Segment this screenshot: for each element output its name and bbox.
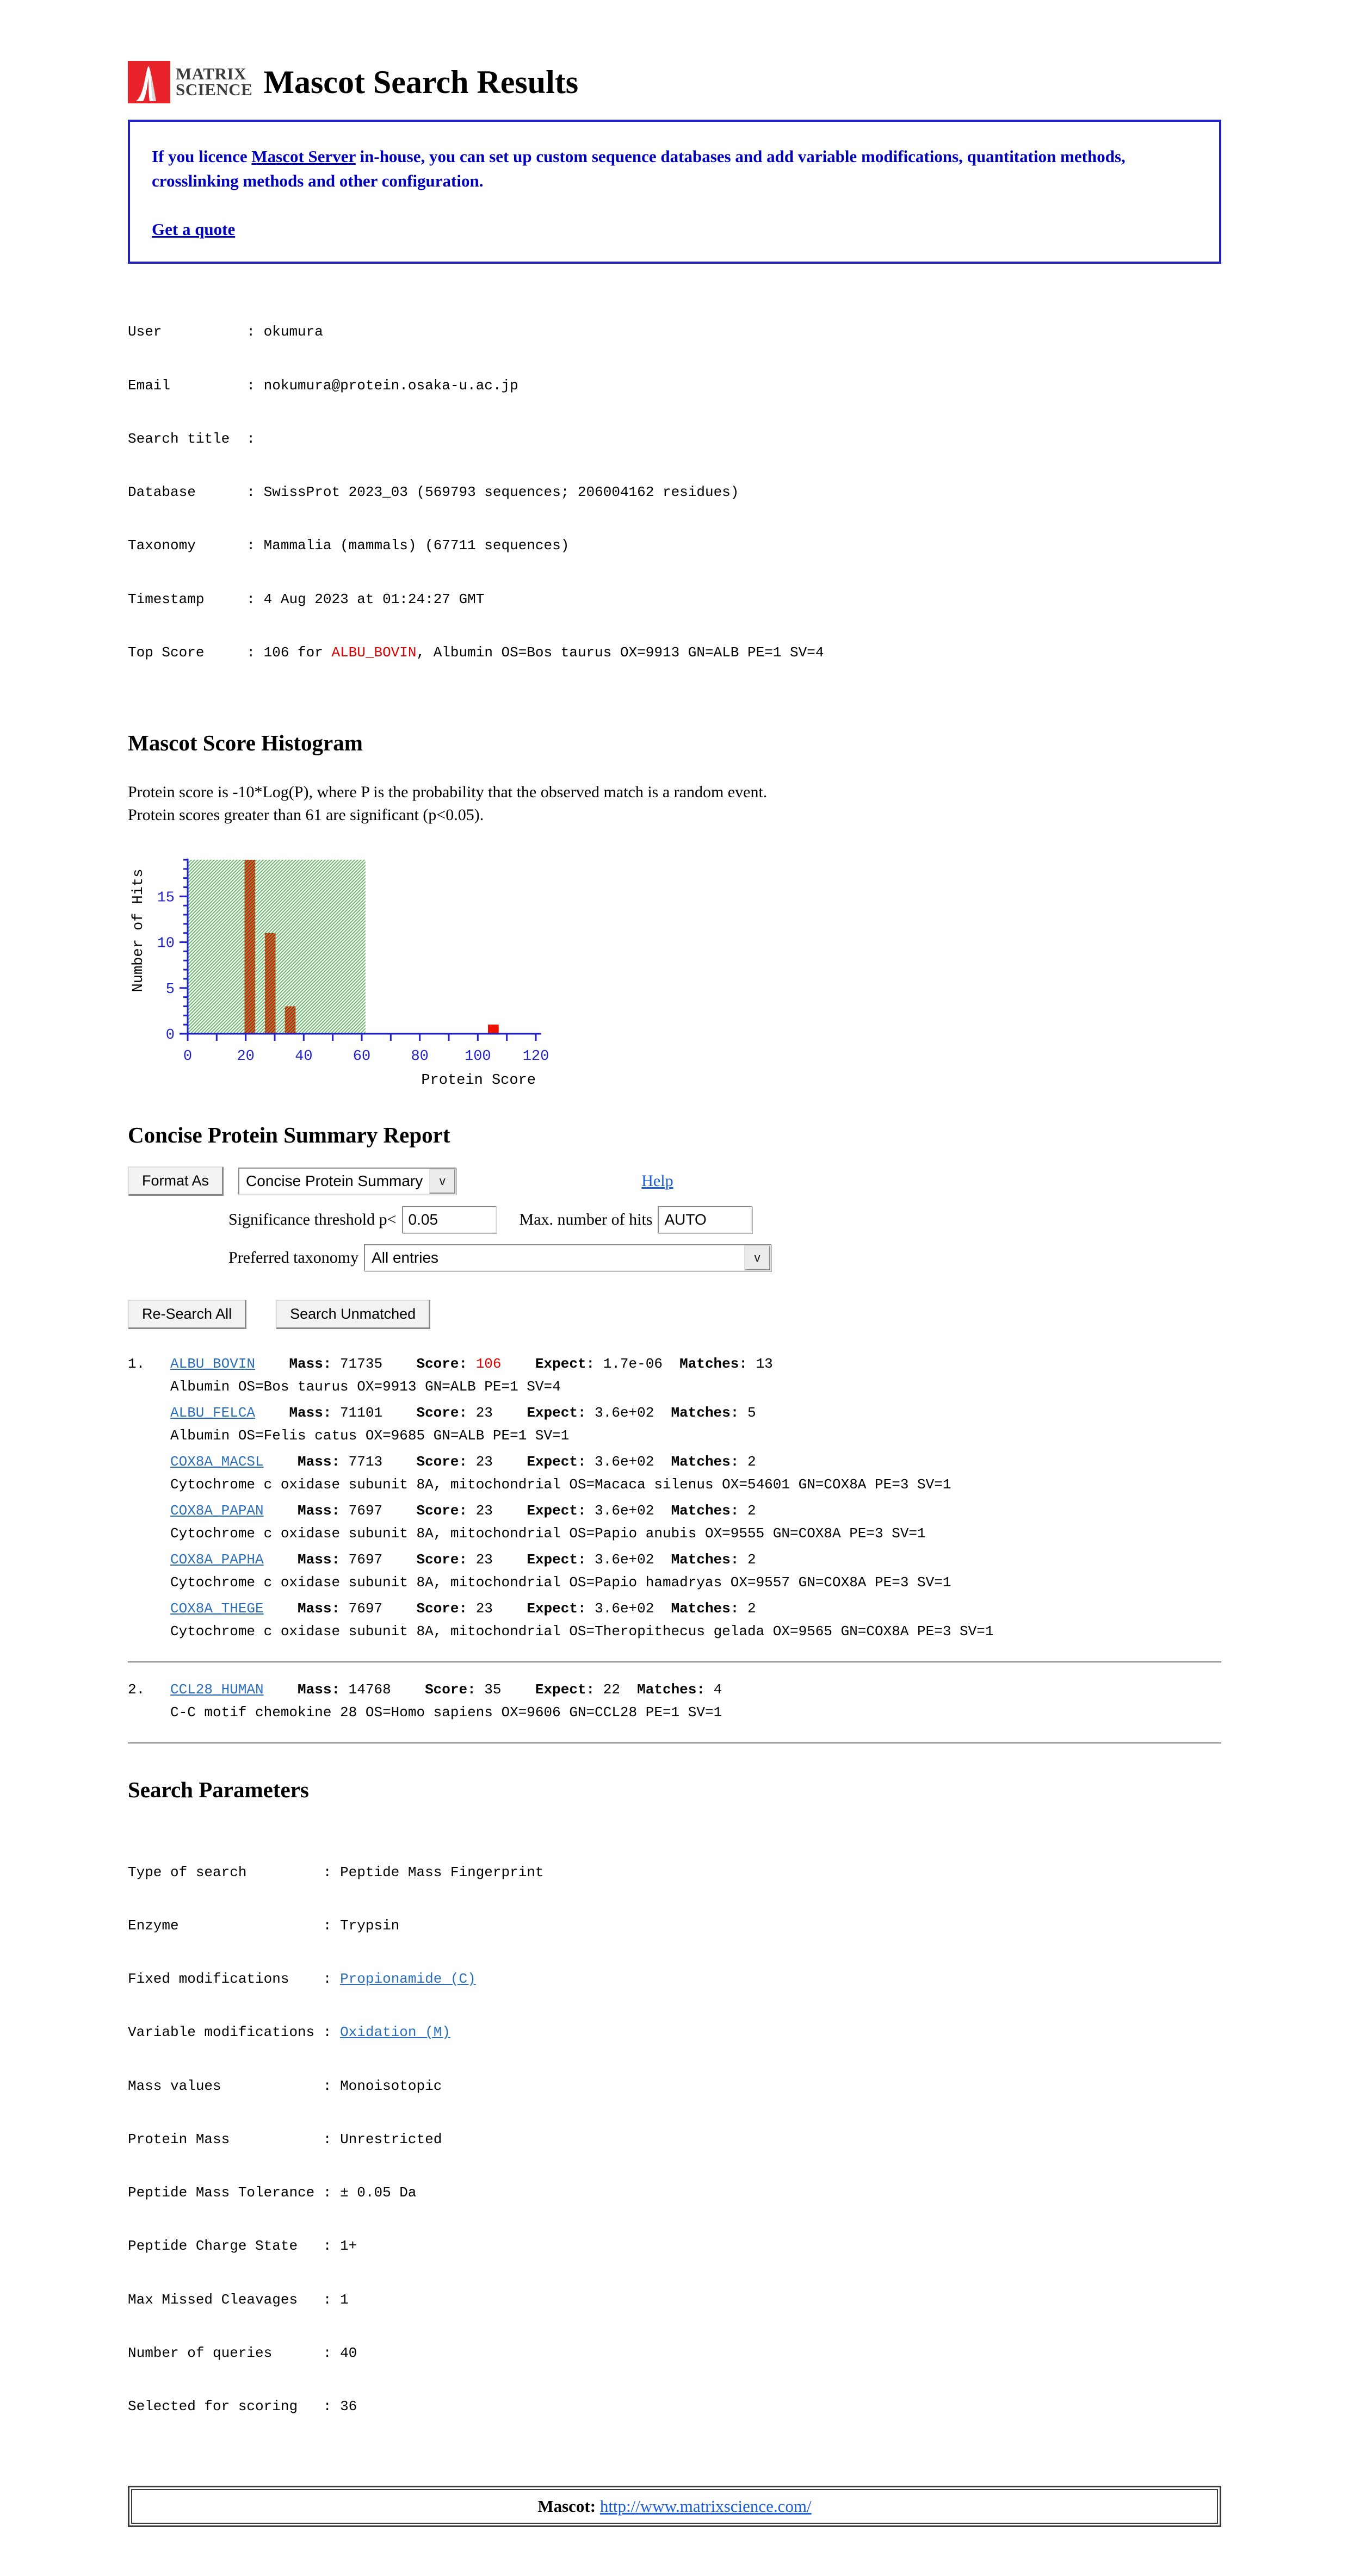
score-label: Score:	[416, 1454, 468, 1470]
matches-label: Matches:	[671, 1454, 739, 1470]
mass-label: Mass:	[298, 1503, 341, 1519]
score-histogram-chart	[128, 852, 1221, 1089]
svg-text:20: 20	[237, 1048, 255, 1065]
score-label: Score:	[425, 1681, 476, 1698]
matches-label: Matches:	[679, 1356, 747, 1373]
expect-label: Expect:	[527, 1454, 586, 1470]
histogram-description	[128, 781, 1221, 827]
svg-text:40: 40	[295, 1048, 313, 1065]
mass-value: 71735	[340, 1356, 383, 1373]
search-buttons-row	[128, 1300, 1221, 1329]
info-database: Database : SwissProt 2023_03 (569793 sequences; 206004162 residues)	[128, 484, 739, 501]
param-variable-mods	[128, 2023, 1221, 2041]
chevron-down-icon[interactable]: v	[744, 1245, 770, 1270]
matches-value: 2	[747, 1551, 756, 1568]
variable-mods-link[interactable]: Oxidation (M)	[340, 2024, 450, 2041]
mascot-url-link[interactable]: http://www.matrixscience.com/	[599, 2497, 812, 2516]
format-row	[128, 1166, 1221, 1195]
protein-description: Cytochrome c oxidase subunit 8A, mitochondrial OS=Papio hamadryas OX=9557 GN=COX8A PE=3 SV=1	[170, 1574, 951, 1591]
svg-text:100: 100	[465, 1048, 491, 1065]
svg-text:15: 15	[157, 890, 175, 907]
accession-link[interactable]: COX8A_PAPAN	[170, 1503, 264, 1519]
expect-value: 3.6e+02	[595, 1503, 654, 1519]
protein-hit-row	[128, 1681, 1221, 1698]
expect-value: 3.6e+02	[595, 1551, 654, 1568]
mass-label: Mass:	[289, 1356, 332, 1373]
logo-text-line2: SCIENCE	[176, 80, 253, 99]
mass-value: 7697	[348, 1551, 383, 1568]
mass-label: Mass:	[289, 1405, 332, 1422]
protein-description: Cytochrome c oxidase subunit 8A, mitochondrial OS=Macaca silenus OX=54601 GN=COX8A PE=3 SV=1	[170, 1476, 951, 1493]
matches-value: 4	[713, 1681, 722, 1698]
protein-hit-row	[128, 1405, 1221, 1421]
protein-description: Albumin OS=Bos taurus OX=9913 GN=ALB PE=1 SV=4	[170, 1379, 561, 1395]
score-value: 23	[475, 1503, 493, 1519]
protein-hit-row	[128, 1503, 1221, 1519]
search-parameters-heading: Search Parameters	[128, 1777, 309, 1803]
param-charge-state: Peptide Charge State : 1+	[128, 2238, 357, 2255]
param-protein-mass: Protein Mass : Unrestricted	[128, 2131, 442, 2147]
svg-text:60: 60	[353, 1048, 371, 1065]
license-text	[152, 145, 1197, 194]
expect-label: Expect:	[527, 1503, 586, 1519]
license-info-box	[128, 120, 1221, 264]
protein-hit-list	[128, 1356, 1221, 1744]
re-search-all-button[interactable]: Re-Search All	[128, 1300, 246, 1329]
page	[128, 0, 1221, 2576]
footer-content	[131, 2489, 1218, 2524]
svg-text:Protein Score: Protein Score	[421, 1072, 536, 1087]
protein-description: Cytochrome c oxidase subunit 8A, mitochondrial OS=Theropithecus gelada OX=9565 GN=COX8A PE=3 SV=1	[170, 1623, 994, 1640]
accession-link[interactable]: ALBU_FELCA	[170, 1405, 256, 1422]
mass-value: 7713	[348, 1454, 383, 1470]
chevron-down-icon[interactable]: v	[429, 1169, 455, 1194]
significance-threshold-input[interactable]	[402, 1206, 497, 1233]
param-tolerance: Peptide Mass Tolerance : ± 0.05 Da	[128, 2184, 417, 2201]
hit-index: 1.	[128, 1356, 145, 1373]
format-as-button[interactable]: Format As	[128, 1166, 223, 1195]
protein-hit-row	[128, 1356, 1221, 1372]
significance-threshold-label: Significance threshold p<	[228, 1211, 397, 1229]
fixed-mods-link[interactable]: Propionamide (C)	[340, 1971, 476, 1988]
mass-value: 7697	[348, 1503, 383, 1519]
format-select-value: Concise Protein Summary	[246, 1172, 423, 1189]
taxonomy-select[interactable]	[364, 1244, 771, 1271]
param-mass-values: Mass values : Monoisotopic	[128, 2077, 442, 2094]
expect-label: Expect:	[527, 1405, 586, 1422]
search-parameters-block	[128, 1828, 1221, 2451]
matches-value: 5	[747, 1405, 756, 1422]
protein-description: Albumin OS=Felis catus OX=9685 GN=ALB PE=1 SV=1	[170, 1427, 570, 1444]
info-taxonomy: Taxonomy : Mammalia (mammals) (67711 sequences)	[128, 537, 570, 554]
footer-mascot-label: Mascot:	[537, 2497, 600, 2516]
svg-text:80: 80	[411, 1048, 429, 1065]
search-unmatched-button[interactable]: Search Unmatched	[276, 1300, 430, 1329]
variable-mods-label: Variable modifications :	[128, 2024, 341, 2041]
mascot-server-link[interactable]: Mascot Server	[251, 147, 356, 166]
score-value: 23	[475, 1551, 493, 1568]
param-missed-cleavages: Max Missed Cleavages : 1	[128, 2291, 349, 2308]
protein-description: Cytochrome c oxidase subunit 8A, mitochondrial OS=Papio anubis OX=9555 GN=COX8A PE=3 SV=1	[170, 1525, 926, 1542]
help-link[interactable]: Help	[641, 1171, 673, 1190]
param-selected-scoring: Selected for scoring : 36	[128, 2398, 357, 2415]
matrix-science-logo	[128, 61, 252, 103]
taxonomy-select-value: All entries	[372, 1249, 439, 1267]
format-select[interactable]	[238, 1168, 456, 1195]
top-score-prefix: Top Score : 106 for	[128, 644, 332, 661]
license-text-before: If you licence	[152, 147, 252, 166]
expect-label: Expect:	[535, 1681, 595, 1698]
info-email: Email : nokumura@protein.osaka-u.ac.jp	[128, 377, 518, 394]
param-type-of-search: Type of search : Peptide Mass Fingerprint	[128, 1864, 544, 1880]
mass-value: 7697	[348, 1600, 383, 1617]
svg-text:0: 0	[183, 1048, 193, 1065]
param-fixed-mods	[128, 1970, 1221, 1988]
expect-label: Expect:	[535, 1356, 595, 1373]
score-label: Score:	[416, 1405, 468, 1422]
max-hits-input[interactable]	[658, 1206, 752, 1233]
expect-value: 3.6e+02	[595, 1600, 654, 1617]
expect-label: Expect:	[527, 1600, 586, 1617]
param-num-queries: Number of queries : 40	[128, 2344, 357, 2361]
mass-label: Mass:	[298, 1600, 341, 1617]
mass-value: 14768	[348, 1681, 391, 1698]
matches-label: Matches:	[637, 1681, 705, 1698]
histogram-desc-line2: Protein scores greater than 61 are significant (p<0.05).	[128, 806, 484, 824]
footer-box	[128, 2486, 1221, 2527]
threshold-row	[228, 1206, 1221, 1233]
info-search-title: Search title :	[128, 430, 264, 447]
fixed-mods-label: Fixed modifications :	[128, 1971, 341, 1988]
svg-text:120: 120	[522, 1048, 549, 1065]
matches-label: Matches:	[671, 1405, 739, 1422]
hit-group-divider	[128, 1742, 1221, 1744]
header	[128, 61, 1221, 103]
protein-hit-row	[128, 1600, 1221, 1617]
svg-text:Number of Hits: Number of Hits	[131, 868, 147, 992]
info-top-score	[128, 644, 1221, 662]
matches-value: 2	[747, 1600, 756, 1617]
score-value: 35	[484, 1681, 502, 1698]
mass-value: 71101	[340, 1405, 383, 1422]
expect-value: 3.6e+02	[595, 1454, 654, 1470]
mass-label: Mass:	[298, 1681, 341, 1698]
score-label: Score:	[416, 1551, 468, 1568]
preferred-taxonomy-label: Preferred taxonomy	[228, 1249, 359, 1267]
matches-value: 2	[747, 1503, 756, 1519]
param-enzyme: Enzyme : Trypsin	[128, 1917, 400, 1934]
taxonomy-row	[228, 1244, 1221, 1271]
expect-value: 3.6e+02	[595, 1405, 654, 1422]
matches-value: 2	[747, 1454, 756, 1470]
search-info-block	[128, 288, 1221, 697]
get-a-quote-link[interactable]: Get a quote	[152, 219, 236, 239]
info-user: User : okumura	[128, 324, 323, 340]
score-value: 106	[475, 1356, 502, 1373]
score-value: 23	[475, 1405, 493, 1422]
svg-text:10: 10	[157, 935, 175, 952]
license-text-after: in-house, you can set up custom sequence databases and add variable modifications, quantitation methods, crosslinking methods and other configuration.	[152, 147, 1126, 190]
protein-hit-row	[128, 1454, 1221, 1470]
matrix-science-logo-icon	[128, 61, 170, 103]
top-score-accession: ALBU_BOVIN	[331, 644, 417, 661]
score-value: 23	[475, 1600, 493, 1617]
top-score-suffix: , Albumin OS=Bos taurus OX=9913 GN=ALB PE=1 SV=4	[416, 644, 824, 661]
report-heading: Concise Protein Summary Report	[128, 1122, 450, 1148]
page-title: Mascot Search Results	[263, 64, 579, 100]
expect-value: 22	[603, 1681, 620, 1698]
accession-link[interactable]: COX8A_PAPHA	[170, 1551, 264, 1568]
protein-description: C-C motif chemokine 28 OS=Homo sapiens OX=9606 GN=CCL28 PE=1 SV=1	[170, 1704, 722, 1721]
report-controls	[128, 1166, 1221, 1329]
max-hits-label: Max. number of hits	[519, 1211, 653, 1229]
logo-text	[176, 66, 252, 97]
protein-hit-row	[128, 1551, 1221, 1568]
score-label: Score:	[416, 1503, 468, 1519]
histogram-heading: Mascot Score Histogram	[128, 730, 363, 756]
accession-link[interactable]: COX8A_MACSL	[170, 1454, 264, 1470]
matches-label: Matches:	[671, 1600, 739, 1617]
svg-text:0: 0	[165, 1027, 175, 1044]
score-label: Score:	[416, 1356, 468, 1373]
score-label: Score:	[416, 1600, 468, 1617]
mass-label: Mass:	[298, 1551, 341, 1568]
expect-value: 1.7e-06	[603, 1356, 663, 1373]
matches-value: 13	[756, 1356, 773, 1373]
histogram-desc-line1: Protein score is -10*Log(P), where P is the probability that the observed match is a random event.	[128, 783, 768, 802]
score-value: 23	[475, 1454, 493, 1470]
accession-link[interactable]: CCL28_HUMAN	[170, 1681, 264, 1698]
accession-link[interactable]: ALBU_BOVIN	[170, 1356, 256, 1373]
hit-group-divider	[128, 1661, 1221, 1663]
matches-label: Matches:	[671, 1551, 739, 1568]
accession-link[interactable]: COX8A_THEGE	[170, 1600, 264, 1617]
svg-text:5: 5	[165, 981, 175, 998]
hit-index: 2.	[128, 1681, 145, 1698]
expect-label: Expect:	[527, 1551, 586, 1568]
logo-text-line1: MATRIX	[176, 64, 246, 84]
mass-label: Mass:	[298, 1454, 341, 1470]
matches-label: Matches:	[671, 1503, 739, 1519]
info-timestamp: Timestamp : 4 Aug 2023 at 01:24:27 GMT	[128, 591, 485, 607]
